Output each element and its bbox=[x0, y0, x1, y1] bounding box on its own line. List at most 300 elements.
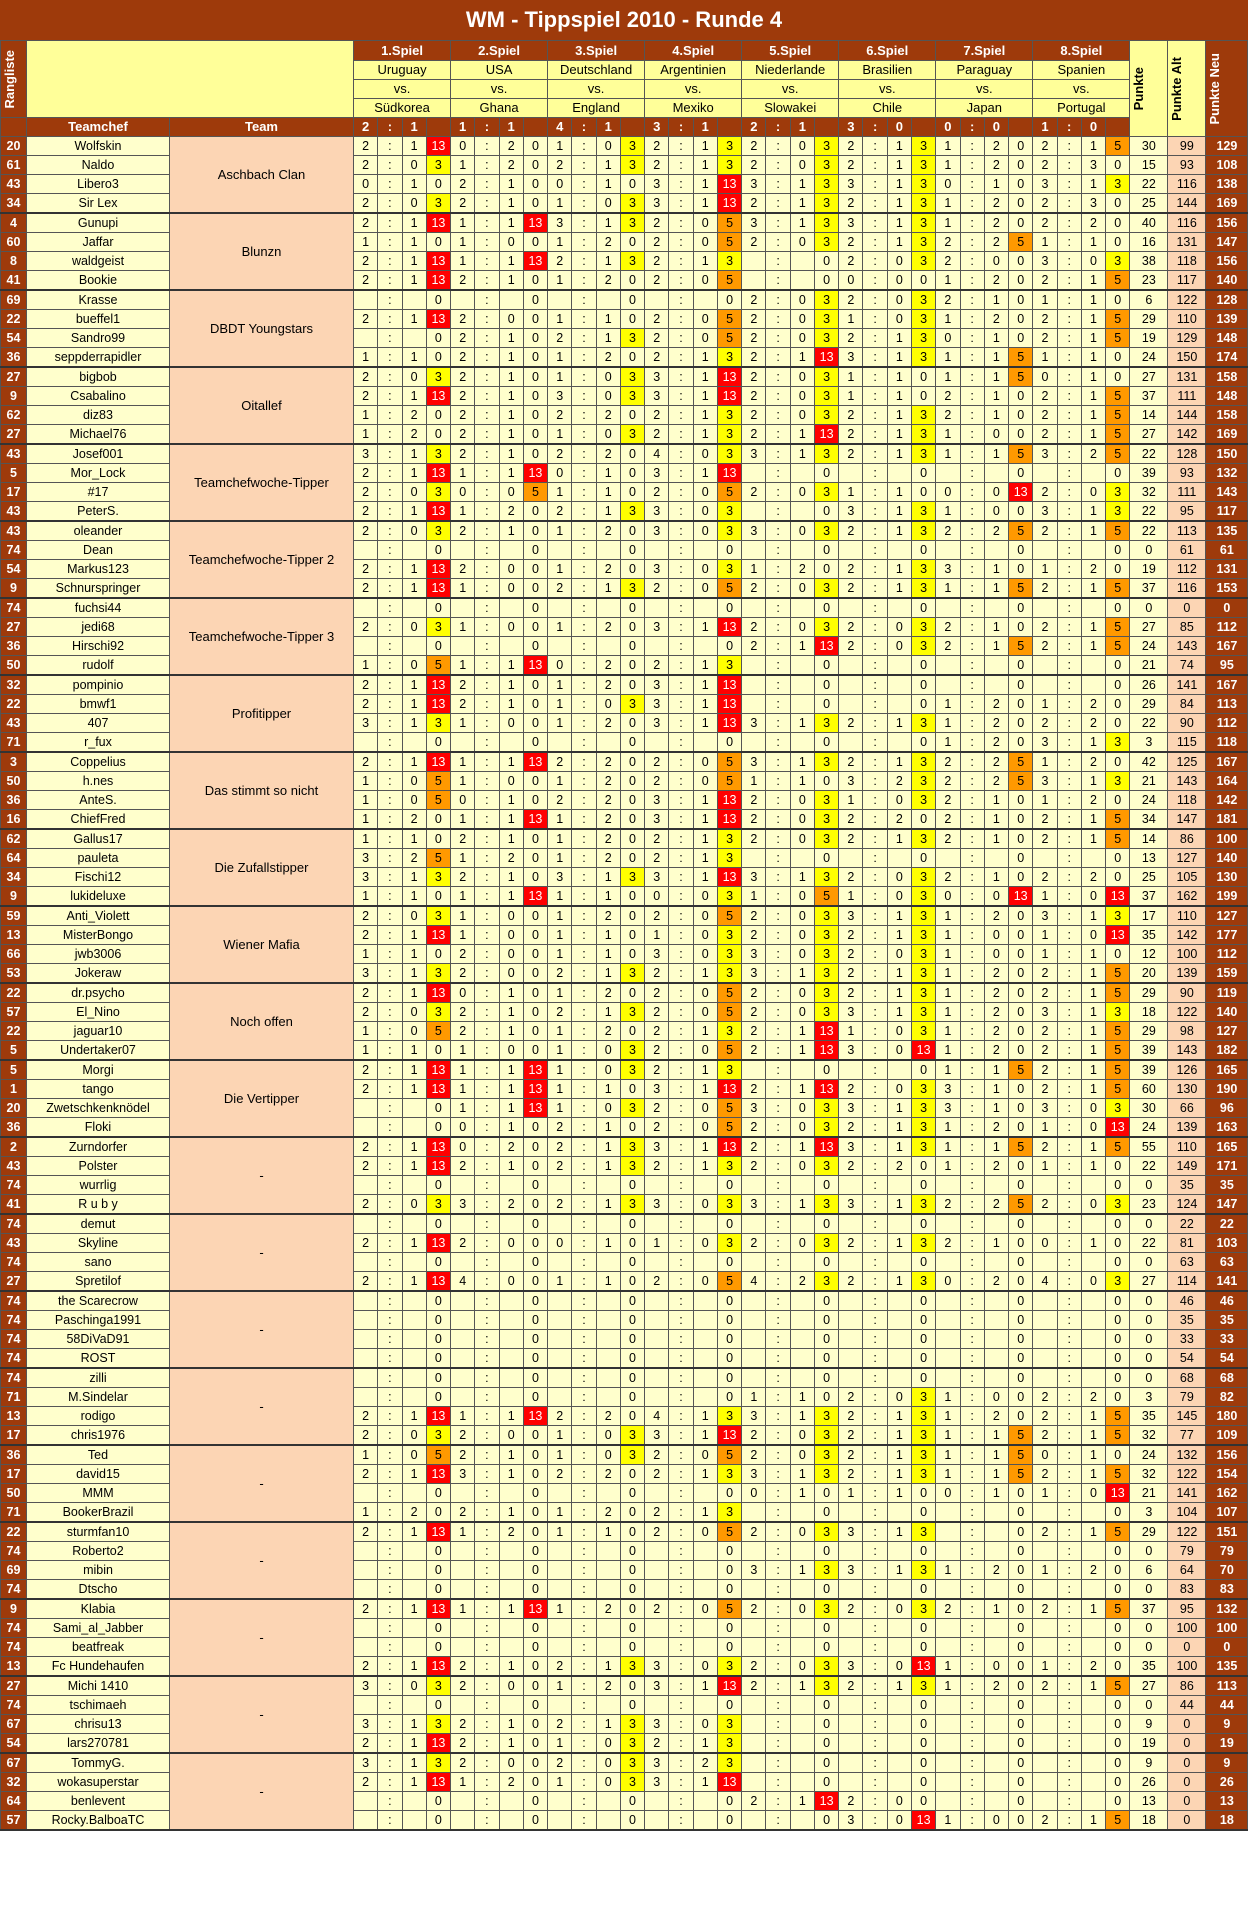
tip-colon: : bbox=[475, 1561, 499, 1580]
tip-away: 1 bbox=[499, 175, 523, 194]
points-neu-cell: 129 bbox=[1206, 137, 1248, 156]
tip-colon: : bbox=[1057, 598, 1081, 618]
tip-points: 0 bbox=[814, 1753, 838, 1773]
tip-points: 0 bbox=[620, 1696, 644, 1715]
tip-away: 1 bbox=[499, 213, 523, 233]
tip-colon: : bbox=[960, 579, 984, 599]
points-cell: 24 bbox=[1130, 348, 1168, 368]
game-label: 4.Spiel bbox=[645, 41, 742, 61]
tip-colon: : bbox=[766, 1099, 790, 1118]
tip-away bbox=[596, 1388, 620, 1407]
tip-colon: : bbox=[960, 1368, 984, 1388]
tip-points: 3 bbox=[911, 175, 935, 194]
tip-away: 1 bbox=[499, 1465, 523, 1484]
tip-points: 3 bbox=[717, 156, 741, 175]
teamchef-cell: bueffel1 bbox=[27, 310, 170, 329]
tip-away: 1 bbox=[596, 1195, 620, 1215]
tip-colon: : bbox=[475, 849, 499, 868]
tip-points: 13 bbox=[523, 1599, 547, 1619]
tip-points: 0 bbox=[1009, 1368, 1033, 1388]
tip-away bbox=[984, 1734, 1008, 1754]
tip-points: 0 bbox=[814, 1060, 838, 1080]
points-neu-cell: 127 bbox=[1206, 906, 1248, 926]
tip-colon: : bbox=[766, 618, 790, 637]
tip-away: 0 bbox=[693, 1234, 717, 1253]
tip-points: 0 bbox=[523, 849, 547, 868]
rank-cell: 17 bbox=[1, 483, 27, 502]
tip-points: 0 bbox=[717, 1696, 741, 1715]
tip-home: 0 bbox=[451, 1137, 475, 1157]
tip-points: 5 bbox=[1106, 1522, 1130, 1542]
tip-points: 0 bbox=[911, 271, 935, 291]
tip-home: 3 bbox=[548, 387, 572, 406]
tip-away: 1 bbox=[693, 829, 717, 849]
tip-away: 1 bbox=[499, 791, 523, 810]
tip-home: 1 bbox=[839, 887, 863, 907]
tip-points: 0 bbox=[523, 1619, 547, 1638]
tip-away: 0 bbox=[790, 1157, 814, 1176]
points-neu-cell: 100 bbox=[1206, 1619, 1248, 1638]
teamchef-cell: 407 bbox=[27, 714, 170, 733]
tip-home: 2 bbox=[742, 194, 766, 214]
tip-away: 1 bbox=[790, 1388, 814, 1407]
tip-points: 5 bbox=[1009, 579, 1033, 599]
tip-colon: : bbox=[960, 791, 984, 810]
tip-points: 0 bbox=[1106, 868, 1130, 887]
tip-points: 0 bbox=[620, 310, 644, 329]
tip-points: 3 bbox=[620, 329, 644, 348]
tip-points: 0 bbox=[911, 1503, 935, 1523]
tip-away: 1 bbox=[1081, 1003, 1105, 1022]
tip-colon: : bbox=[1057, 1503, 1081, 1523]
tip-away bbox=[499, 1561, 523, 1580]
tip-away: 0 bbox=[402, 194, 426, 214]
tip-colon: : bbox=[572, 579, 596, 599]
tip-colon: : bbox=[378, 213, 402, 233]
tip-home: 3 bbox=[645, 675, 669, 695]
tip-points: 3 bbox=[911, 887, 935, 907]
tip-points: 5 bbox=[1106, 829, 1130, 849]
tip-colon: : bbox=[863, 1041, 887, 1061]
tip-points: 5 bbox=[1106, 1041, 1130, 1061]
tip-colon: : bbox=[863, 1137, 887, 1157]
rank-cell: 9 bbox=[1, 387, 27, 406]
tip-colon: : bbox=[572, 271, 596, 291]
tip-away: 1 bbox=[790, 425, 814, 445]
tip-away: 0 bbox=[1081, 887, 1105, 907]
tip-colon: : bbox=[766, 290, 790, 310]
tip-home bbox=[936, 1522, 960, 1542]
tip-home: 2 bbox=[354, 1080, 378, 1099]
tip-colon: : bbox=[475, 926, 499, 945]
tip-colon: : bbox=[863, 1349, 887, 1369]
tip-home: 2 bbox=[742, 367, 766, 387]
tip-points: 0 bbox=[426, 425, 450, 445]
points-cell: 6 bbox=[1130, 290, 1168, 310]
tip-points: 3 bbox=[814, 829, 838, 849]
tip-away: 2 bbox=[596, 906, 620, 926]
tip-away bbox=[1081, 1580, 1105, 1600]
tip-colon: : bbox=[669, 1484, 693, 1503]
tip-home: 2 bbox=[1033, 387, 1057, 406]
points-neu-cell: 112 bbox=[1206, 945, 1248, 964]
tip-points: 0 bbox=[717, 598, 741, 618]
tip-away: 1 bbox=[499, 983, 523, 1003]
points-alt-cell: 110 bbox=[1168, 906, 1206, 926]
tip-home: 2 bbox=[451, 695, 475, 714]
tip-colon: : bbox=[669, 598, 693, 618]
tip-away: 1 bbox=[693, 1022, 717, 1041]
points-alt-cell: 33 bbox=[1168, 1330, 1206, 1349]
rank-cell: 43 bbox=[1, 521, 27, 541]
tip-colon: : bbox=[378, 1291, 402, 1311]
tip-home: 1 bbox=[451, 156, 475, 175]
tip-points: 0 bbox=[911, 541, 935, 560]
tip-points: 5 bbox=[426, 656, 450, 676]
tip-home bbox=[645, 541, 669, 560]
tip-colon: : bbox=[863, 829, 887, 849]
tip-points: 5 bbox=[1106, 387, 1130, 406]
tip-colon: : bbox=[475, 1137, 499, 1157]
tip-points: 0 bbox=[1009, 1734, 1033, 1754]
points-alt-cell: 0 bbox=[1168, 1638, 1206, 1657]
tip-colon: : bbox=[863, 348, 887, 368]
tip-colon: : bbox=[766, 1080, 790, 1099]
points-cell: 23 bbox=[1130, 1195, 1168, 1215]
tip-colon: : bbox=[1057, 329, 1081, 348]
tip-away: 1 bbox=[402, 579, 426, 599]
tip-points: 13 bbox=[426, 1272, 450, 1292]
tip-home bbox=[451, 1388, 475, 1407]
points-neu-cell: 109 bbox=[1206, 1426, 1248, 1446]
tip-points: 3 bbox=[426, 1715, 450, 1734]
tip-away: 1 bbox=[693, 868, 717, 887]
tip-points: 0 bbox=[620, 1522, 644, 1542]
tip-colon: : bbox=[475, 887, 499, 907]
tip-points: 5 bbox=[717, 329, 741, 348]
tip-colon: : bbox=[863, 1311, 887, 1330]
tip-home: 2 bbox=[354, 310, 378, 329]
tip-colon: : bbox=[960, 1484, 984, 1503]
tip-home: 2 bbox=[1033, 425, 1057, 445]
tip-away: 1 bbox=[402, 1060, 426, 1080]
tip-points: 0 bbox=[426, 1638, 450, 1657]
tip-home: 2 bbox=[645, 310, 669, 329]
tip-points: 3 bbox=[814, 367, 838, 387]
tip-away: 0 bbox=[1081, 252, 1105, 271]
result-score: : bbox=[766, 118, 790, 137]
tip-colon: : bbox=[766, 733, 790, 753]
tip-points: 13 bbox=[426, 579, 450, 599]
tip-points: 0 bbox=[523, 175, 547, 194]
rank-cell: 43 bbox=[1, 714, 27, 733]
tip-home bbox=[936, 598, 960, 618]
tip-points: 0 bbox=[1106, 1214, 1130, 1234]
tip-away: 0 bbox=[596, 425, 620, 445]
tip-home bbox=[354, 541, 378, 560]
tip-away: 0 bbox=[790, 1426, 814, 1446]
tip-points: 0 bbox=[911, 1157, 935, 1176]
tip-points: 0 bbox=[1009, 1118, 1033, 1138]
tip-away bbox=[402, 290, 426, 310]
tip-points: 0 bbox=[523, 137, 547, 156]
tip-home bbox=[1033, 464, 1057, 483]
tip-away: 1 bbox=[499, 675, 523, 695]
tip-points: 0 bbox=[1106, 1561, 1130, 1580]
tip-away: 0 bbox=[402, 1195, 426, 1215]
tip-colon: : bbox=[960, 406, 984, 425]
tip-away: 1 bbox=[984, 810, 1008, 830]
points-neu-cell: 26 bbox=[1206, 1773, 1248, 1792]
tip-away: 2 bbox=[596, 406, 620, 425]
tip-away: 1 bbox=[984, 579, 1008, 599]
tip-home: 2 bbox=[742, 290, 766, 310]
tip-points: 0 bbox=[620, 1676, 644, 1696]
tip-home: 2 bbox=[645, 329, 669, 348]
tip-points: 13 bbox=[717, 1080, 741, 1099]
tip-home bbox=[936, 1176, 960, 1195]
rank-cell: 27 bbox=[1, 1272, 27, 1292]
points-cell: 26 bbox=[1130, 675, 1168, 695]
rank-cell: 54 bbox=[1, 329, 27, 348]
tip-away: 1 bbox=[499, 887, 523, 907]
tip-colon: : bbox=[960, 695, 984, 714]
tip-colon: : bbox=[766, 791, 790, 810]
tip-home bbox=[645, 1484, 669, 1503]
points-alt-cell: 150 bbox=[1168, 348, 1206, 368]
tip-away: 1 bbox=[402, 926, 426, 945]
tip-points: 0 bbox=[911, 1060, 935, 1080]
tip-colon: : bbox=[475, 1060, 499, 1080]
tip-points: 13 bbox=[814, 1080, 838, 1099]
tip-colon: : bbox=[863, 598, 887, 618]
tip-colon: : bbox=[378, 868, 402, 887]
tip-colon: : bbox=[475, 1792, 499, 1811]
tip-colon: : bbox=[960, 1291, 984, 1311]
tip-points: 0 bbox=[1106, 1696, 1130, 1715]
tip-away: 1 bbox=[499, 406, 523, 425]
tip-points: 3 bbox=[814, 579, 838, 599]
team-name-cell: Profitipper bbox=[170, 675, 354, 752]
tip-colon: : bbox=[960, 1542, 984, 1561]
tip-colon: : bbox=[863, 733, 887, 753]
tip-home: 2 bbox=[354, 1137, 378, 1157]
tip-home: 2 bbox=[1033, 1195, 1057, 1215]
tip-colon: : bbox=[669, 1445, 693, 1465]
tip-home bbox=[548, 1561, 572, 1580]
tip-colon: : bbox=[572, 1041, 596, 1061]
tip-points: 3 bbox=[814, 1599, 838, 1619]
tip-away: 2 bbox=[984, 1676, 1008, 1696]
tip-home: 3 bbox=[1033, 1003, 1057, 1022]
tip-points: 13 bbox=[426, 310, 450, 329]
tip-home: 1 bbox=[451, 464, 475, 483]
tip-points: 3 bbox=[911, 1080, 935, 1099]
tip-home: 1 bbox=[548, 1734, 572, 1754]
tip-away: 2 bbox=[499, 502, 523, 522]
tip-away bbox=[887, 1580, 911, 1600]
tip-home: 3 bbox=[451, 1195, 475, 1215]
tip-colon: : bbox=[960, 1522, 984, 1542]
teamchef-cell: seppderrapidler bbox=[27, 348, 170, 368]
tip-away bbox=[596, 1291, 620, 1311]
tip-away: 1 bbox=[499, 810, 523, 830]
tip-away: 1 bbox=[984, 637, 1008, 656]
tip-colon: : bbox=[863, 868, 887, 887]
tip-home: 1 bbox=[548, 983, 572, 1003]
tip-points: 3 bbox=[911, 560, 935, 579]
points-alt-cell: 118 bbox=[1168, 791, 1206, 810]
tip-away: 1 bbox=[499, 1503, 523, 1523]
tip-points: 0 bbox=[1009, 1542, 1033, 1561]
tip-home: 0 bbox=[548, 175, 572, 194]
tip-points: 0 bbox=[911, 733, 935, 753]
tip-colon: : bbox=[572, 387, 596, 406]
teamchef-cell: #17 bbox=[27, 483, 170, 502]
tip-colon: : bbox=[863, 1195, 887, 1215]
tip-colon: : bbox=[378, 714, 402, 733]
points-neu-cell: 108 bbox=[1206, 156, 1248, 175]
tip-away bbox=[887, 656, 911, 676]
teamchef-cell: Krasse bbox=[27, 290, 170, 310]
tip-away: 2 bbox=[499, 137, 523, 156]
table-row bbox=[1, 1137, 1248, 1157]
tip-away bbox=[402, 598, 426, 618]
tip-away: 0 bbox=[693, 1099, 717, 1118]
tip-home: 2 bbox=[742, 1676, 766, 1696]
tip-home: 4 bbox=[645, 1407, 669, 1426]
tip-colon: : bbox=[475, 1599, 499, 1619]
tip-away: 2 bbox=[1081, 752, 1105, 772]
tip-home bbox=[451, 1349, 475, 1369]
tip-colon: : bbox=[475, 444, 499, 464]
tip-away: 1 bbox=[499, 444, 523, 464]
game-vs: vs. bbox=[451, 80, 548, 99]
tip-colon: : bbox=[960, 1118, 984, 1138]
tip-home: 3 bbox=[936, 1099, 960, 1118]
tip-away: 1 bbox=[402, 1773, 426, 1792]
points-cell: 18 bbox=[1130, 1811, 1168, 1831]
tip-home: 2 bbox=[645, 829, 669, 849]
tip-colon: : bbox=[669, 1542, 693, 1561]
tip-colon: : bbox=[863, 675, 887, 695]
tip-points: 3 bbox=[814, 1234, 838, 1253]
tip-colon: : bbox=[960, 1734, 984, 1754]
tip-away: 0 bbox=[1081, 926, 1105, 945]
tip-points: 13 bbox=[814, 1137, 838, 1157]
tip-home: 2 bbox=[451, 1753, 475, 1773]
tip-home: 2 bbox=[936, 791, 960, 810]
tip-away: 2 bbox=[596, 791, 620, 810]
result-score: 4 bbox=[548, 118, 572, 137]
tip-away: 2 bbox=[984, 1003, 1008, 1022]
tip-home: 2 bbox=[645, 1734, 669, 1754]
tip-points: 0 bbox=[620, 887, 644, 907]
team-name-cell: - bbox=[170, 1291, 354, 1368]
tip-away: 1 bbox=[596, 1657, 620, 1677]
tip-colon: : bbox=[669, 829, 693, 849]
tip-home: 2 bbox=[645, 849, 669, 868]
tip-points: 0 bbox=[620, 772, 644, 791]
tip-away bbox=[499, 1311, 523, 1330]
tip-away: 0 bbox=[887, 791, 911, 810]
tip-home bbox=[645, 1214, 669, 1234]
standings-table bbox=[0, 40, 1248, 1831]
tip-away: 1 bbox=[693, 849, 717, 868]
points-cell: 0 bbox=[1130, 1253, 1168, 1272]
tip-colon: : bbox=[1057, 1599, 1081, 1619]
tip-home: 2 bbox=[839, 637, 863, 656]
tip-points: 0 bbox=[1009, 945, 1033, 964]
tip-home: 3 bbox=[645, 1773, 669, 1792]
tip-home bbox=[548, 1214, 572, 1234]
tip-home bbox=[839, 1349, 863, 1369]
tip-away: 1 bbox=[499, 1734, 523, 1754]
tip-points: 0 bbox=[523, 1118, 547, 1138]
tip-colon: : bbox=[378, 1811, 402, 1831]
tip-away: 0 bbox=[790, 1657, 814, 1677]
tip-points: 5 bbox=[717, 752, 741, 772]
points-alt-cell: 0 bbox=[1168, 1715, 1206, 1734]
tip-away: 0 bbox=[402, 791, 426, 810]
tip-points: 3 bbox=[426, 868, 450, 887]
result-score: 0 bbox=[936, 118, 960, 137]
tip-points: 3 bbox=[717, 887, 741, 907]
tip-points: 0 bbox=[620, 637, 644, 656]
tip-points: 0 bbox=[814, 1811, 838, 1831]
tip-colon: : bbox=[475, 637, 499, 656]
tip-points: 3 bbox=[814, 964, 838, 984]
tip-points: 3 bbox=[911, 1272, 935, 1292]
tip-colon: : bbox=[669, 733, 693, 753]
tip-colon: : bbox=[1057, 1542, 1081, 1561]
tip-home: 1 bbox=[548, 772, 572, 791]
points-neu-cell: 44 bbox=[1206, 1696, 1248, 1715]
tip-away: 1 bbox=[402, 502, 426, 522]
tip-colon: : bbox=[669, 213, 693, 233]
tip-home bbox=[742, 675, 766, 695]
tip-home: 3 bbox=[839, 1003, 863, 1022]
tip-points: 0 bbox=[1009, 1253, 1033, 1272]
tip-away: 1 bbox=[1081, 945, 1105, 964]
tip-colon: : bbox=[863, 791, 887, 810]
tip-home: 3 bbox=[645, 1753, 669, 1773]
tip-away: 2 bbox=[1081, 695, 1105, 714]
tip-home: 1 bbox=[1033, 1657, 1057, 1677]
tip-points: 0 bbox=[523, 1388, 547, 1407]
tip-away bbox=[887, 1368, 911, 1388]
tip-home: 3 bbox=[839, 502, 863, 522]
rank-cell: 27 bbox=[1, 1676, 27, 1696]
tip-home: 2 bbox=[354, 502, 378, 522]
tip-points: 0 bbox=[911, 1638, 935, 1657]
tip-away: 0 bbox=[887, 290, 911, 310]
tip-away bbox=[887, 1734, 911, 1754]
tip-away: 1 bbox=[984, 1484, 1008, 1503]
tip-points: 3 bbox=[717, 1465, 741, 1484]
tip-home: 1 bbox=[936, 137, 960, 156]
tip-home bbox=[742, 1773, 766, 1792]
tip-home: 2 bbox=[451, 829, 475, 849]
tip-away bbox=[693, 1311, 717, 1330]
teamchef-cell: Ted bbox=[27, 1445, 170, 1465]
tip-home bbox=[742, 1291, 766, 1311]
tip-colon: : bbox=[669, 1676, 693, 1696]
points-alt-cell: 142 bbox=[1168, 425, 1206, 445]
tip-home: 2 bbox=[839, 1234, 863, 1253]
tip-points: 13 bbox=[426, 1157, 450, 1176]
tip-home bbox=[742, 1368, 766, 1388]
